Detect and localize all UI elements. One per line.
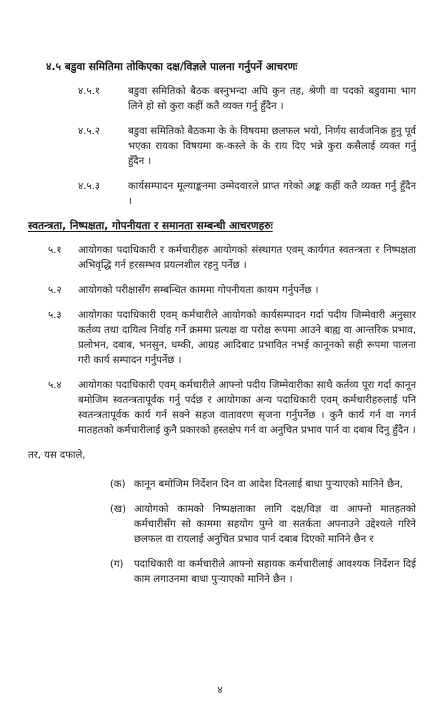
clause-5-2: [28, 283, 416, 298]
section-4-5-heading: ४.५ बडुवा समितिमा तोकिएका दक्ष/विज्ञले पालना गर्नुपर्ने आचरणः: [46, 61, 298, 73]
clause-number: (ख): [110, 504, 126, 515]
clause-number: ५.३: [48, 310, 62, 321]
clause-text: बडुवा समितिको बैठक बस्नुभन्दा अघि कुन तह, श्रेणी वा पदको बडुवामा भाग लिने हो सो कुरा कहीं कतै व्यक्त गर्नु हुँदैन ।: [128, 86, 416, 112]
clause-text: आयोगका पदाधिकारी एवम् कर्मचारीले आफ्नो पदीय जिम्मेवारीका साथै कर्तव्य पूरा गर्दा कानून बमोजिम स्वतन्त्रतापूर्वक गर्नु पर्दछ र आयोगका अन्य पदाधिकारी एवम् कर्मचारीहरुलाई पनि स्वतन्त्रतापूर्वक कार्य गर्न सक्ने सहज वातावरण सृजना गर्नुपर्नेछ । कुनै कार्य गर्न वा नगर्न मातहतको कर्मचारीलाई कुनै प्रकारको हस्तक्षेप गर्न वा अनुचित प्रभाव पार्न वा दबाब दिनु हुँदैन ।: [78, 380, 416, 436]
proviso-lead: तर, यस दफाले,: [28, 450, 86, 461]
clause-number: (ग): [110, 559, 124, 570]
clause-text: आयोगका पदाधिकारी एवम् कर्मचारीले आयोगको कार्यसम्पादन गर्दा पदीय जिम्मेवारी अनुसार कर्तव्य तथा दायित्व निर्वाह गर्ने क्रममा प्रत्यक्ष वा परोक्ष रूपमा आउने बाह्य वा आन्तरिक प्रभाव, प्रलोभन, दबाब, भनसुन, धम्की, आग्रह आदिबाट प्रभावित नभई कानूनको सही रूपमा पालना गरी कार्य सम्पादन गर्नुपर्नेछ ।: [78, 310, 416, 366]
proviso-clause-ka: [28, 477, 416, 492]
clause-text: कानून बमोजिम निर्देशन दिन वा आदेश दिनलाई बाधा पुऱ्याएको मानिने छैन,: [134, 479, 403, 490]
clause-5-3: [28, 308, 416, 368]
clause-text: कार्यसम्पादन मूल्याङ्कनमा उम्मेदवारले प्राप्त गरेको अङ्क कहीं कतै व्यक्त गर्नु हुँदैन ।: [128, 181, 416, 207]
clause-text: आयोगका पदाधिकारी र कर्मचारीहरु आयोगको संस्थागत एवम् कार्यगत स्वतन्त्रता र निष्पक्षता अभिवृद्धि गर्न हरसम्भव प्रयत्नशील रहनु पर्नेछ ।: [78, 245, 416, 271]
clause-number: (क): [110, 479, 126, 490]
clause-text: पदाधिकारी वा कर्मचारीले आफ्नो सहायक कर्मचारीलाई आवश्यक निर्देशन दिई काम लगाउनमा बाधा पुऱ्याएको मानिने छैन ।: [134, 559, 416, 585]
clause-5-1: [28, 243, 416, 273]
proviso-clause-ga: [28, 557, 416, 587]
clause-4-5-1: [28, 84, 416, 114]
clause-5-4: [28, 378, 416, 438]
clause-number: ४.५.२: [78, 126, 100, 137]
clause-number: ५.१: [48, 245, 62, 256]
page-number: ४: [217, 685, 223, 696]
clause-text: आयोगको कामको निष्पक्षताका लागि दक्ष/विज्ञ वा आफ्नो मातहतको कर्मचारीसँग सो काममा सहयोग पुग्ने वा सतर्कता अपनाउने उद्देश्यले गरिने छलफल वा रायलाई अनुचित प्रभाव पार्न दबाब दिएको मानिने छैन र: [134, 504, 416, 545]
clause-number: ५.४: [48, 380, 62, 391]
section-5-heading: स्वतन्त्रता, निष्पक्षता, गोपनीयता र समानता सम्बन्धी आचरणहरुः: [28, 220, 273, 232]
clause-4-5-3: [28, 179, 416, 209]
clause-number: ४.५.१: [78, 86, 100, 97]
clause-number: ४.५.३: [78, 181, 100, 192]
clause-text: बडुवा समितिको बैठकमा के के विषयमा छलफल भयो, निर्णय सार्वजनिक हुनु पूर्व भएका रायका विषयमा क-कस्ले के के राय दिए भन्ने कुरा कसैलाई व्यक्त गर्नु हुँदैन ।: [128, 126, 416, 167]
clause-text: आयोगको परीक्षासँग सम्बन्धित काममा गोपनीयता कायम गर्नुपर्नेछ ।: [78, 285, 319, 296]
clause-number: ५.२: [48, 285, 62, 296]
clause-4-5-2: [28, 124, 416, 169]
proviso-clause-kha: [28, 502, 416, 547]
